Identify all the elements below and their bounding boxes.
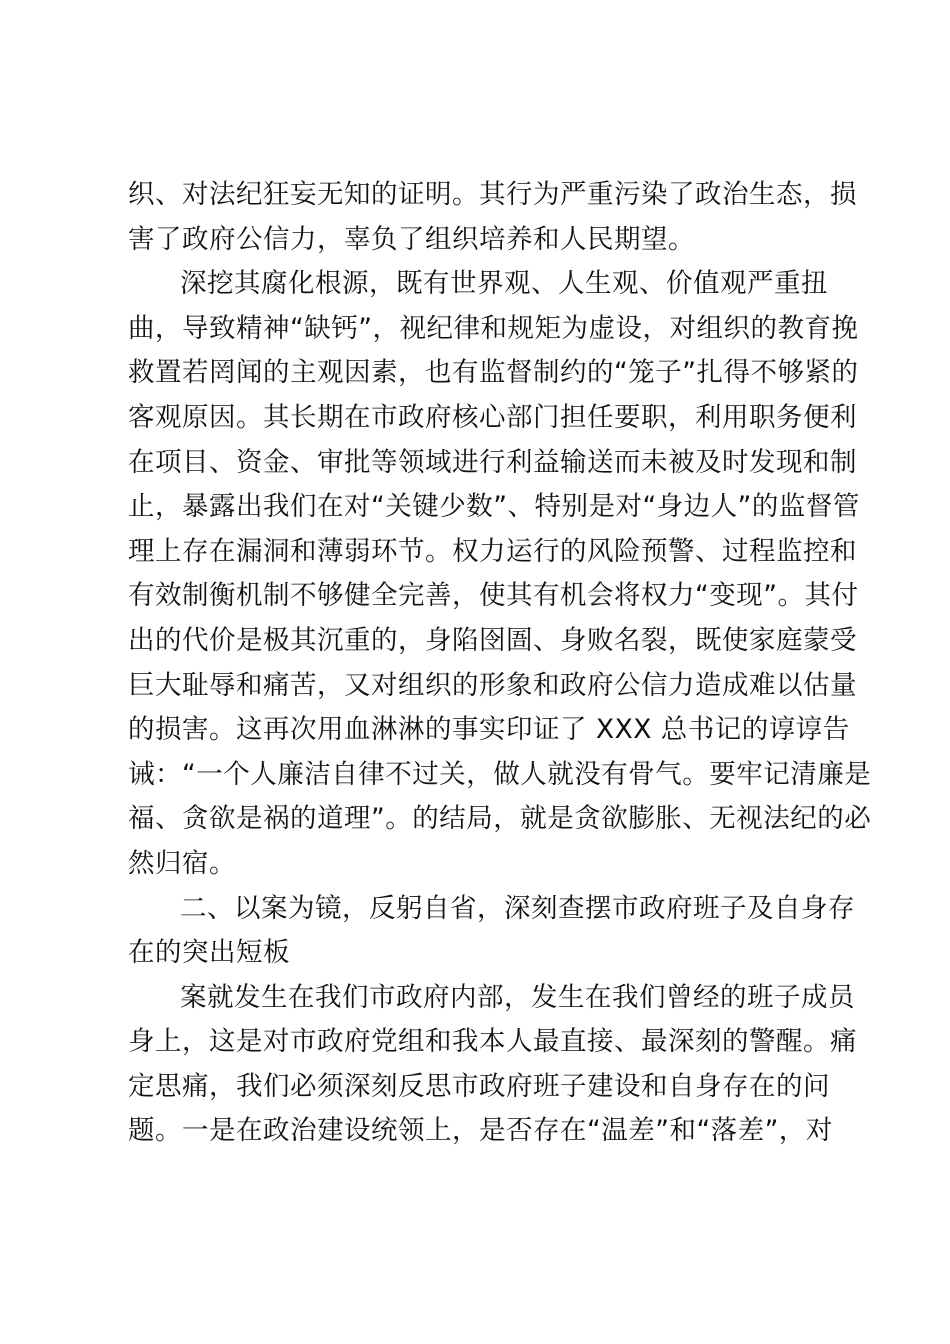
- text-line: 定思痛，我们必须深刻反思市政府班子建设和自身存在的问: [128, 1070, 830, 1102]
- text-line: 在的突出短板: [128, 937, 290, 969]
- text-line: 救置若罔闻的主观因素，也有监督制约的“笼子”扎得不够紧的: [128, 357, 859, 389]
- text-line: 织、对法纪狂妄无知的证明。其行为严重污染了政治生态，损: [128, 179, 857, 210]
- text-line: 身上，这是对市政府党组和我本人最直接、最深刻的警醒。痛: [128, 1026, 857, 1058]
- text-line: 深挖其腐化根源，既有世界观、人生观、价值观严重扭: [180, 268, 828, 300]
- text-line: 客观原因。其长期在市政府核心部门担任要职，利用职务便利: [128, 401, 857, 433]
- text-line: 害了政府公信力，辜负了组织培养和人民期望。: [128, 223, 695, 255]
- text-line: 止，暴露出我们在对“关键少数”、特别是对“身边人”的监督管: [128, 491, 860, 523]
- text-line: 巨大耻辱和痛苦，又对组织的形象和政府公信力造成难以估量: [128, 669, 857, 701]
- text-line: 理上存在漏洞和薄弱环节。权力运行的风险预警、过程监控和: [128, 535, 857, 567]
- text-line: 的损害。这再次用血淋淋的事实印证了 XXX 总书记的谆谆告: [128, 714, 850, 746]
- text-line: 案就发生在我们市政府内部，发生在我们曾经的班子成员: [180, 981, 855, 1013]
- text-line: 曲，导致精神“缺钙”，视纪律和规矩为虚设，对组织的教育挽: [128, 312, 859, 344]
- text-line: 出的代价是极其沉重的，身陷囹圄、身败名裂，既使家庭蒙受: [128, 624, 857, 656]
- text-line: 诫：“一个人廉洁自律不过关，做人就没有骨气。要牢记清廉是: [128, 758, 872, 790]
- text-line: 有效制衡机制不够健全完善，使其有机会将权力“变现”。其付: [128, 580, 859, 612]
- text-line: 二、以案为镜，反躬自省，深刻查摆市政府班子及自身存: [180, 892, 855, 924]
- text-line: 福、贪欲是祸的道理”。的结局，就是贪欲膨胀、无视法纪的必: [128, 803, 872, 835]
- text-line: 然归宿。: [128, 847, 236, 879]
- text-line: 在项目、资金、审批等领域进行利益输送而未被及时发现和制: [128, 446, 857, 478]
- body-text: [128, 173, 872, 1154]
- text-line: 题。一是在政治建设统领上，是否存在“温差”和“落差”，对: [128, 1115, 833, 1147]
